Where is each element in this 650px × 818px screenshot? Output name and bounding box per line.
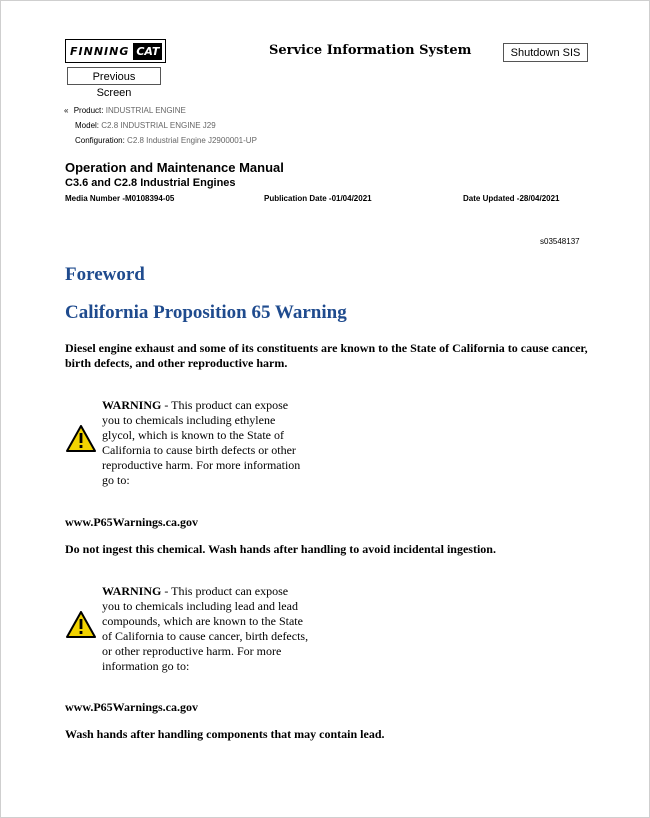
warning-triangle-icon <box>66 611 96 638</box>
logo-text: FINNING <box>70 44 130 58</box>
chevron-left-icon[interactable]: « <box>64 106 69 115</box>
logo-badge: CAT <box>133 43 162 60</box>
heading-prop65: California Proposition 65 Warning <box>65 302 347 323</box>
warning-label: WARNING <box>102 398 162 412</box>
warning-text <box>102 398 332 488</box>
warning-label: WARNING <box>102 584 162 598</box>
product-label: Product: <box>73 106 104 115</box>
media-number: Media Number -M0108394-05 <box>65 194 175 203</box>
shutdown-sis-button[interactable]: Shutdown SIS <box>503 43 588 62</box>
configuration-label: Configuration: <box>75 136 125 145</box>
warning-line: California to cause birth defects or other <box>102 443 296 457</box>
finning-cat-logo <box>65 39 166 63</box>
warning-text <box>102 584 332 674</box>
ingest-paragraph: Do not ingest this chemical. Wash hands after handling to avoid incidental ingestion. <box>65 542 496 556</box>
breadcrumb <box>64 103 257 148</box>
heading-foreword: Foreword <box>65 264 145 285</box>
model-label: Model: <box>75 121 100 130</box>
document-id: s03548137 <box>540 237 580 246</box>
warning-line: - This product can expose <box>164 584 289 598</box>
warning-line: compounds, which are known to the State <box>102 614 303 628</box>
configuration-value: C2.8 Industrial Engine J2900001-UP <box>127 136 257 145</box>
date-updated: Date Updated -28/04/2021 <box>463 194 560 203</box>
p65-link[interactable]: www.P65Warnings.ca.gov <box>65 700 199 714</box>
product-value: INDUSTRIAL ENGINE <box>105 106 186 115</box>
warning-line: information go to: <box>102 659 190 673</box>
model-value: C2.8 INDUSTRIAL ENGINE J29 <box>101 121 216 130</box>
warning-line: go to: <box>102 473 130 487</box>
warning-line: of California to cause cancer, birth defects, <box>102 629 309 643</box>
system-title: Service Information System <box>269 43 472 58</box>
manual-title: Operation and Maintenance Manual <box>65 160 284 175</box>
warning-line: you to chemicals including ethylene <box>102 413 276 427</box>
p65-link[interactable]: www.P65Warnings.ca.gov <box>65 515 199 529</box>
warning-triangle-icon <box>66 425 96 452</box>
warning-line: reproductive harm. For more information <box>102 458 301 472</box>
warning-line: or other reproductive harm. For more <box>102 644 282 658</box>
manual-subtitle: C3.6 and C2.8 Industrial Engines <box>65 177 236 189</box>
exhaust-paragraph: Diesel engine exhaust and some of its constituents are known to the State of California to cause cancer, birth defects, and other reproductive harm. <box>65 341 588 370</box>
lead-paragraph: Wash hands after handling components that may contain lead. <box>65 727 385 741</box>
previous-screen-button[interactable]: Previous Screen <box>67 67 161 85</box>
warning-line: you to chemicals including lead and lead <box>102 599 298 613</box>
publication-date: Publication Date -01/04/2021 <box>264 194 372 203</box>
warning-line: - This product can expose <box>164 398 289 412</box>
warning-line: glycol, which is known to the State of <box>102 428 284 442</box>
